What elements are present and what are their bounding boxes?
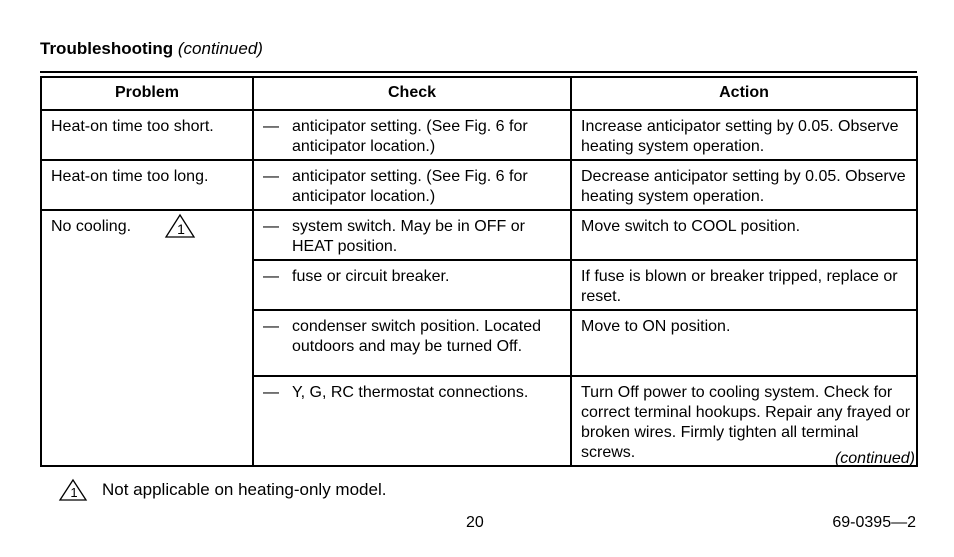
dash-mark: — (263, 168, 279, 185)
column-header-check: Check (253, 77, 571, 110)
title-continued: (continued) (177, 39, 263, 58)
page-number: 20 (466, 514, 484, 531)
problem-cell: Heat-on time too long. (41, 160, 253, 210)
check-text: system switch. May be in OFF or HEAT position. (292, 218, 525, 255)
check-text: anticipator setting. (See Fig. 6 for anticipator location.) (292, 168, 528, 205)
dash-mark: — (263, 268, 279, 285)
check-cell (253, 110, 571, 160)
title-text: Troubleshooting (40, 39, 174, 58)
table-row (41, 210, 917, 260)
check-cell (253, 160, 571, 210)
action-cell: Increase anticipator setting by 0.05. Observe heating system operation. (571, 110, 917, 160)
action-cell: Decrease anticipator setting by 0.05. Observe heating system operation. (571, 160, 917, 210)
action-cell: Turn Off power to cooling system. Check for correct terminal hookups. Repair any frayed or broken wires. Firmly tighten all terminal screws. (571, 376, 917, 466)
table-row (41, 110, 917, 160)
check-text: fuse or circuit breaker. (292, 268, 450, 285)
continued-note: (continued) (834, 450, 915, 467)
action-cell: Move switch to COOL position. (571, 210, 917, 260)
check-text: anticipator setting. (See Fig. 6 for anticipator location.) (292, 118, 528, 155)
table-row (41, 160, 917, 210)
dash-mark: — (263, 118, 279, 135)
check-cell (253, 260, 571, 310)
check-cell (253, 310, 571, 376)
svg-text:1: 1 (177, 221, 185, 237)
check-cell (253, 210, 571, 260)
column-header-action: Action (571, 77, 917, 110)
dash-mark: — (263, 218, 279, 235)
document-number: 69-0395—2 (832, 514, 916, 531)
table-header-row (41, 77, 917, 110)
svg-text:1: 1 (70, 485, 78, 500)
footnote-text: Not applicable on heating-only model. (102, 480, 387, 499)
warning-triangle-icon (58, 478, 88, 502)
action-cell: If fuse is blown or breaker tripped, replace or reset. (571, 260, 917, 310)
dash-mark: — (263, 384, 279, 401)
problem-cell (41, 210, 253, 466)
check-cell (253, 376, 571, 466)
footnote (58, 478, 386, 502)
check-text: Y, G, RC thermostat connections. (292, 384, 529, 401)
troubleshooting-table (40, 76, 918, 467)
warning-triangle-icon (164, 213, 196, 239)
header-rule-top (40, 71, 917, 73)
action-cell: Move to ON position. (571, 310, 917, 376)
page-title (40, 39, 263, 59)
column-header-problem: Problem (41, 77, 253, 110)
problem-text: No cooling. (51, 218, 132, 235)
dash-mark: — (263, 318, 279, 335)
problem-cell: Heat-on time too short. (41, 110, 253, 160)
check-text: condenser switch position. Located outdoors and may be turned Off. (292, 318, 542, 355)
